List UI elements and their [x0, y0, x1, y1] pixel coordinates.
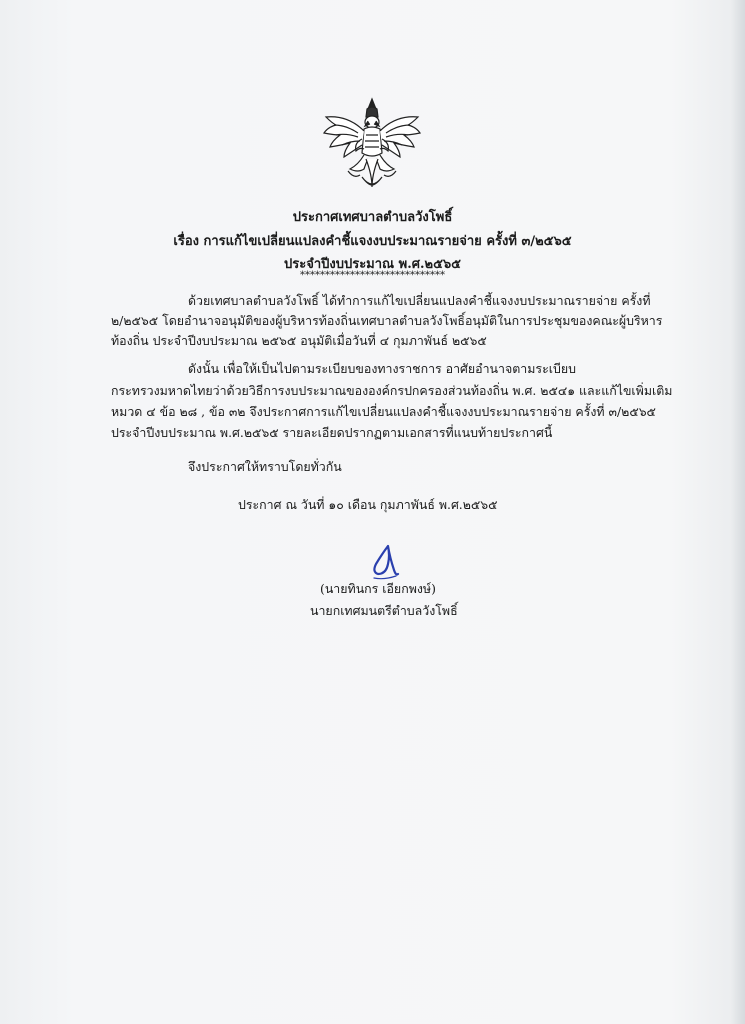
paragraph2-line3: หมวด ๔ ข้อ ๒๘ , ข้อ ๓๒ จึงประกาศการแก้ไขเปลี่ยนแปลงคำชี้แจงงบประมาณรายจ่าย ครั้งที่ ๓/๒๕๖๕ [111, 404, 656, 419]
paragraph2-line2: กระทรวงมหาดไทยว่าด้วยวิธีการงบประมาณขององค์กรปกครองส่วนท้องถิ่น พ.ศ. ๒๕๔๑ และแก้ไขเพิ่มเติม [111, 383, 673, 398]
paragraph1-line1: ด้วยเทศบาลตำบลวังโพธิ์ ได้ทำการแก้ไขเปลี่ยนแปลงคำชี้แจงงบประมาณรายจ่าย ครั้งที่ [188, 293, 651, 308]
announcement-title: ประกาศเทศบาลตำบลวังโพธิ์ [292, 210, 453, 225]
garuda-emblem-icon [318, 95, 426, 195]
title-separator: ***************************** [300, 270, 445, 281]
announcement-date: ประกาศ ณ วันที่ ๑๐ เดือน กุมภาพันธ์ พ.ศ.๒๕๖๕ [238, 497, 498, 512]
fiscal-year-line: ประจำปีงบประมาณ พ.ศ.๒๕๖๕ [283, 257, 462, 272]
paragraph1-line3: ท้องถิ่น ประจำปีงบประมาณ ๒๕๖๕ อนุมัติเมื่อวันที่ ๔ กุมภาพันธ์ ๒๕๖๕ [111, 333, 487, 348]
handwritten-signature-icon [360, 540, 410, 585]
subject-line: เรื่อง การแก้ไขเปลี่ยนแปลงคำชี้แจงงบประมาณรายจ่าย ครั้งที่ ๓/๒๕๖๕ [173, 234, 572, 249]
signatory-title: นายกเทศมนตรีตำบลวังโพธิ์ [310, 603, 458, 618]
closing-statement: จึงประกาศให้ทราบโดยทั่วกัน [188, 459, 342, 474]
paragraph1-line2: ๒/๒๕๖๕ โดยอำนาจอนุมัติของผู้บริหารท้องถิ่นเทศบาลตำบลวังโพธิ์อนุมัติในการประชุมของคณะผู้บริหาร [111, 313, 663, 328]
paragraph2-line1: ดังนั้น เพื่อให้เป็นไปตามระเบียบของทางราชการ อาศัยอำนาจตามระเบียบ [188, 361, 576, 376]
paragraph2-line4: ประจำปีงบประมาณ พ.ศ.๒๕๖๕ รายละเอียดปรากฏตามเอกสารที่แนบท้ายประกาศนี้ [111, 425, 553, 440]
paper-edge-shadow [731, 0, 745, 1024]
signatory-name: (นายทินกร เอียกพงษ์) [320, 581, 436, 596]
